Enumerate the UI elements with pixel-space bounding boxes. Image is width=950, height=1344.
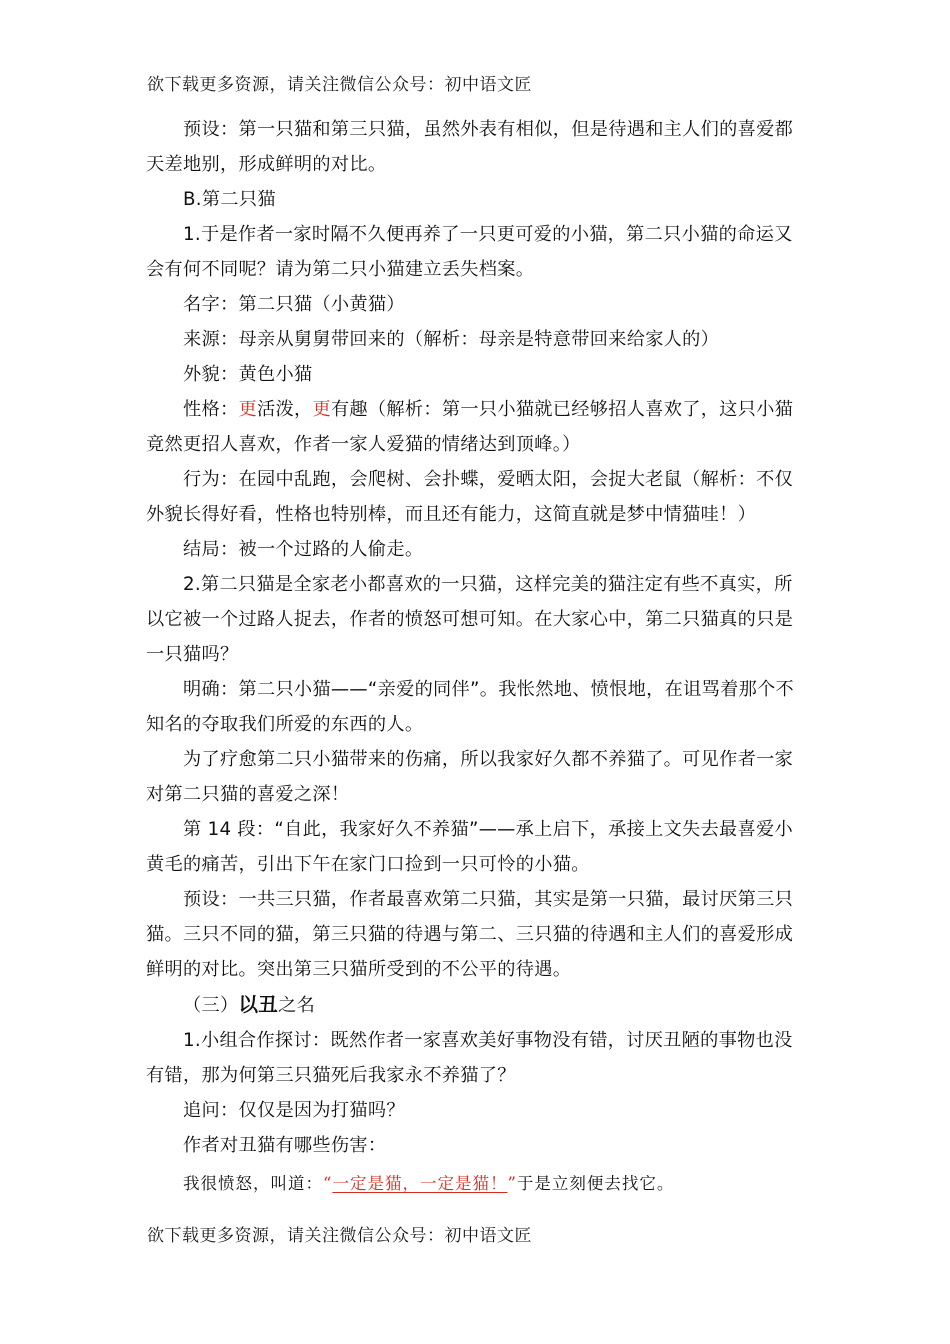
profile-behavior: 行为：在园中乱跑，会爬树、会扑蝶，爱晒太阳，会捉大老鼠（解析：不仅外貌长得好看，性格也特别棒，而且还有能力，这简直就是梦中情猫哇！） bbox=[146, 469, 794, 525]
paragraph-section-14: 第 14 段：“自此，我家好久不养猫”——承上启下，承接上文失去最喜爱小黄毛的痛苦，引出下午在家门口捡到一只可怜的小猫。 bbox=[146, 819, 793, 875]
emphasis-more-2: 更 bbox=[312, 399, 331, 420]
quote-trail: 于是立刻便去找它。 bbox=[516, 1174, 675, 1193]
quote-underlined-text: 一定是猫，一定是猫！ bbox=[332, 1174, 508, 1193]
document-body bbox=[146, 112, 808, 1205]
profile-personality bbox=[146, 392, 808, 462]
personality-text-2: 有趣（解析：第一只小猫就已经够招人喜欢了，这只小猫竟然更招人喜欢，作者一家人爱猫的情绪达到顶峰。） bbox=[146, 399, 794, 455]
page-footer: 欲下载更多资源，请关注微信公众号：初中语文匠 bbox=[147, 1226, 532, 1246]
emphasis-more-1: 更 bbox=[238, 399, 257, 420]
paragraph-harms: 作者对丑猫有哪些伤害： bbox=[183, 1135, 387, 1156]
paragraph-question-1: 1.于是作者一家时隔不久便再养了一只更可爱的小猫，第二只小猫的命运又会有何不同呢？请为第二只小猫建立丢失档案。 bbox=[146, 224, 793, 280]
heading-text: 之名 bbox=[278, 995, 316, 1016]
paragraph-follow-up: 追问：仅仅是因为打猫吗？ bbox=[183, 1100, 405, 1121]
section-heading-second-cat: B.第二只猫 bbox=[183, 189, 276, 210]
quote-close-mark: ” bbox=[507, 1174, 517, 1193]
personality-label: 性格： bbox=[183, 399, 239, 420]
profile-ending: 结局：被一个过路的人偷走。 bbox=[183, 539, 424, 560]
page-header: 欲下载更多资源，请关注微信公众号：初中语文匠 bbox=[147, 75, 532, 95]
paragraph-preset-2: 预设：一共三只猫，作者最喜欢第二只猫，其实是第一只猫，最讨厌第三只猫。三只不同的猫，第三只猫的待遇与第二、三只猫的待遇和主人们的喜爱形成鲜明的对比。突出第三只猫所受到的不公平的待遇。 bbox=[146, 889, 794, 980]
profile-name: 名字：第二只猫（小黄猫） bbox=[183, 294, 405, 315]
profile-appearance: 外貌：黄色小猫 bbox=[183, 364, 313, 385]
quote-lead: 我很愤怒，叫道： bbox=[183, 1174, 323, 1193]
quote-line bbox=[146, 1163, 808, 1205]
paragraph-preset-1: 预设：第一只猫和第三只猫，虽然外表有相似，但是待遇和主人们的喜爱都天差地别，形成鲜明的对比。 bbox=[146, 119, 794, 175]
paragraph-clarify: 明确：第二只小猫——“亲爱的同伴”。我怅然地、愤恨地，在诅骂着那个不知名的夺取我们所爱的东西的人。 bbox=[146, 679, 795, 735]
personality-text-1: 活泼， bbox=[256, 399, 313, 420]
profile-source: 来源：母亲从舅舅带回来的（解析：母亲是特意带回来给家人的） bbox=[183, 329, 720, 350]
section-heading-ugly bbox=[146, 987, 808, 1023]
quote-open-mark: “ bbox=[323, 1174, 333, 1193]
heading-number: （三） bbox=[183, 995, 239, 1016]
paragraph-healing: 为了疗愈第二只小猫带来的伤痛，所以我家好久都不养猫了。可见作者一家对第二只猫的喜爱之深！ bbox=[146, 749, 794, 805]
heading-bold-text: 以丑 bbox=[238, 993, 279, 1016]
paragraph-group-discussion: 1.小组合作探讨：既然作者一家喜欢美好事物没有错，讨厌丑陋的事物也没有错，那为何第三只猫死后我家永不养猫了？ bbox=[146, 1030, 793, 1086]
paragraph-question-2: 2.第二只猫是全家老小都喜欢的一只猫，这样完美的猫注定有些不真实，所以它被一个过路人捉去，作者的愤怒可想可知。在大家心中，第二只猫真的只是一只猫吗？ bbox=[146, 574, 794, 665]
